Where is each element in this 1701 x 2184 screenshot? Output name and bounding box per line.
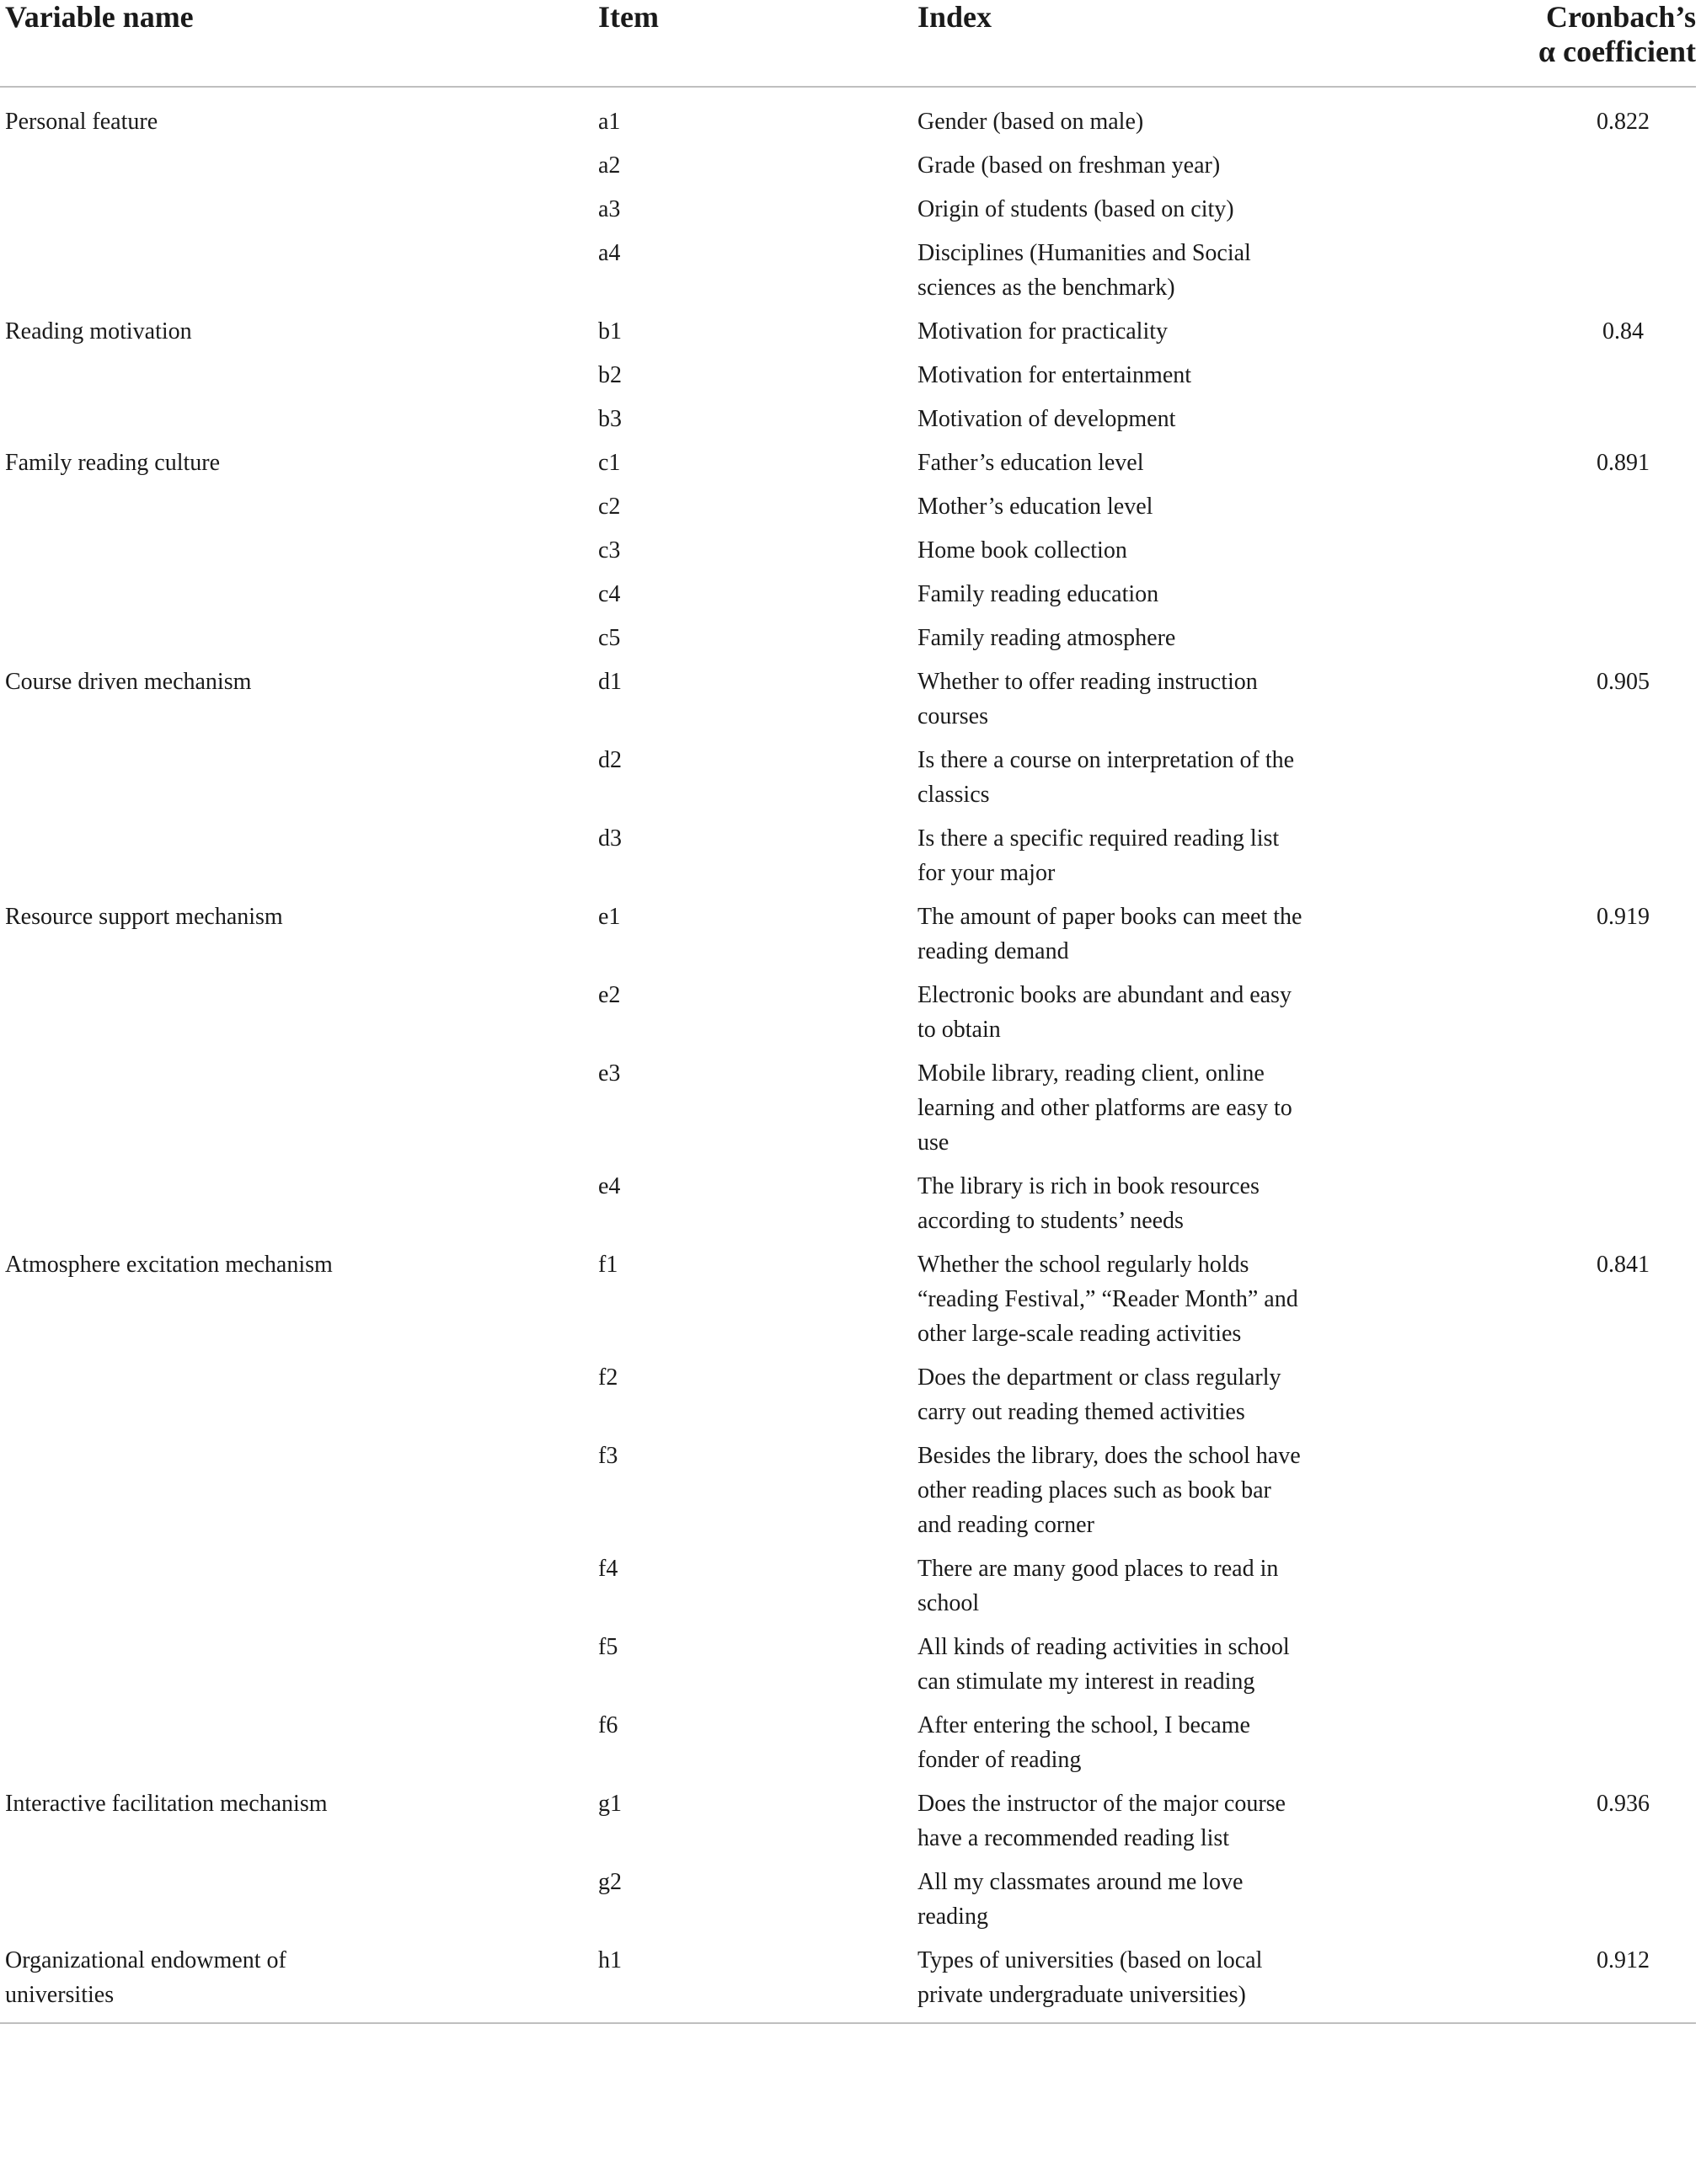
index-cell: Is there a course on interpretation of the classics [917,747,1295,808]
alpha-cell [1516,1056,1696,1169]
item-cell: e1 [598,904,621,930]
table-row [0,1169,1696,1247]
variable-cell: Course driven mechanism [5,669,252,695]
variable-cell: Organizational endowment of universities [0,1943,590,2023]
variable-cell [0,236,590,314]
item-cell: c3 [598,537,621,563]
index-cell: Home book collection [917,537,1127,563]
table-row [0,577,1696,621]
item-cell: a4 [598,240,621,266]
variable-cell [0,1708,590,1786]
item-cell: d1 [598,669,622,695]
index-cell: Motivation of development [917,406,1176,432]
item-cell: c1 [598,450,621,476]
alpha-cell [1516,1865,1696,1943]
alpha-cell [1516,489,1696,533]
table-row [0,743,1696,821]
alpha-cell: 0.841 [1597,1252,1650,1278]
index-cell: The library is rich in book resources according to students’ needs [917,1173,1260,1234]
variable-cell: Reading motivation [5,318,192,344]
index-cell: Origin of students (based on city) [917,196,1234,222]
table-row [0,1056,1696,1169]
item-cell: f4 [598,1556,618,1582]
index-cell: Besides the library, does the school have other reading places such as book bar and reading corner [917,1443,1301,1538]
table-row [0,821,1696,900]
table-row [0,1551,1696,1630]
alpha-cell [1516,577,1696,621]
alpha-cell: 0.891 [1597,450,1650,476]
item-cell: e4 [598,1173,621,1199]
variable-cell [0,533,590,577]
item-cell: f3 [598,1443,618,1469]
index-cell: All kinds of reading activities in school can stimulate my interest in reading [917,1634,1290,1695]
variable-cell [0,489,590,533]
variable-cell [0,148,590,192]
index-cell: Family reading atmosphere [917,625,1176,651]
alpha-cell [1516,402,1696,446]
alpha-cell [1516,533,1696,577]
table-row [0,1360,1696,1439]
table-row [0,358,1696,402]
table-row [0,1630,1696,1708]
table-body [0,87,1696,2023]
variable-cell [0,577,590,621]
item-cell: a3 [598,196,621,222]
table-row [0,1247,1696,1360]
variable-cell [0,358,590,402]
index-cell: Disciplines (Humanities and Social sciences as the benchmark) [917,240,1251,301]
item-cell: a1 [598,109,621,135]
alpha-cell [1516,192,1696,236]
item-cell: f5 [598,1634,618,1660]
index-cell: The amount of paper books can meet the reading demand [917,904,1302,964]
index-cell: Does the department or class regularly carry out reading themed activities [917,1364,1281,1425]
item-cell: d2 [598,747,622,773]
table-row [0,665,1696,743]
item-cell: b3 [598,406,622,432]
item-cell: a2 [598,152,621,179]
variable-cell [0,1360,590,1439]
header-alpha-line1: Cronbach’s [1545,0,1696,34]
table-row [0,900,1696,978]
item-cell: g1 [598,1791,622,1817]
index-cell: Is there a specific required reading list for your major [917,825,1280,886]
variable-cell [0,1630,590,1708]
variable-cell [0,1551,590,1630]
alpha-cell: 0.912 [1516,1943,1696,2023]
item-cell: e2 [598,982,621,1008]
alpha-cell: 0.905 [1597,669,1650,695]
index-cell: Motivation for practicality [917,318,1169,344]
table-row [0,402,1696,446]
alpha-cell [1516,1169,1696,1247]
item-cell: b2 [598,362,622,388]
index-cell: Gender (based on male) [917,109,1144,135]
alpha-cell [1516,1708,1696,1786]
variable-cell: Interactive facilitation mechanism [5,1791,328,1817]
alpha-cell [1516,1360,1696,1439]
index-cell: Types of universities (based on local private undergraduate universities) [910,1943,1516,2023]
table-row [0,446,1696,489]
alpha-cell: 0.84 [1602,318,1644,344]
item-cell: f6 [598,1712,618,1738]
table-row [0,1786,1696,1865]
table-row [0,489,1696,533]
index-cell: There are many good places to read in school [917,1556,1279,1616]
table-row [0,148,1696,192]
alpha-cell [1516,1551,1696,1630]
alpha-cell: 0.919 [1597,904,1650,930]
index-cell: Electronic books are abundant and easy to obtain [917,982,1292,1043]
alpha-cell [1516,148,1696,192]
variable-cell [0,192,590,236]
variable-cell: Personal feature [5,109,158,135]
alpha-cell [1516,236,1696,314]
variable-cell [0,821,590,900]
item-cell: d3 [598,825,622,852]
header-cronbach-alpha [1516,0,1696,87]
alpha-cell: 0.822 [1597,109,1650,135]
item-cell: e3 [598,1060,621,1087]
index-cell: Mobile library, reading client, online learning and other platforms are easy to use [917,1060,1292,1156]
table-row [0,621,1696,665]
table-row [0,1865,1696,1943]
index-cell: Family reading education [917,581,1159,607]
table-row [0,978,1696,1056]
variable-cell: Atmosphere excitation mechanism [5,1252,333,1278]
header-alpha-line2: α coefficient [1538,35,1696,68]
header-item [590,0,910,87]
header-variable-name: Variable name [0,0,590,87]
header-item-label: Item [598,0,659,34]
index-cell: Whether the school regularly holds “reading Festival,” “Reader Month” and other large-scale reading activities [917,1252,1298,1347]
index-cell: After entering the school, I became fonder of reading [917,1712,1250,1773]
table-row [0,236,1696,314]
table-row [0,192,1696,236]
alpha-cell: 0.936 [1597,1791,1650,1817]
variable-cell [0,402,590,446]
variable-cell [0,978,590,1056]
index-cell: Motivation for entertainment [917,362,1192,388]
variable-cell [0,621,590,665]
item-cell: g2 [598,1869,622,1895]
variable-cell [0,1865,590,1943]
item-cell: b1 [598,318,622,344]
alpha-cell [1516,1439,1696,1551]
alpha-cell [1516,978,1696,1056]
alpha-cell [1516,821,1696,900]
variable-cell: Family reading culture [5,450,221,476]
variable-cell: Resource support mechanism [5,904,283,930]
item-cell: c4 [598,581,621,607]
index-cell: Father’s education level [917,450,1144,476]
index-cell: Does the instructor of the major course have a recommended reading list [917,1791,1286,1851]
table-row [0,1439,1696,1551]
table-header-row [0,0,1696,87]
alpha-cell [1516,358,1696,402]
table-row [0,314,1696,358]
table-row [0,1943,1696,2023]
header-index: Index [910,0,1516,87]
alpha-cell [1516,621,1696,665]
index-cell: All my classmates around me love reading [917,1869,1244,1930]
item-cell: f1 [598,1252,618,1278]
table-row [0,1708,1696,1786]
index-cell: Mother’s education level [917,494,1153,520]
item-cell: c2 [598,494,621,520]
index-cell: Grade (based on freshman year) [917,152,1221,179]
index-cell: Whether to offer reading instruction courses [917,669,1258,729]
item-cell: c5 [598,625,621,651]
alpha-cell [1516,1630,1696,1708]
item-cell: f2 [598,1364,618,1391]
alpha-cell [1516,743,1696,821]
table-row [0,87,1696,148]
variable-cell [0,743,590,821]
item-cell: h1 [590,1943,910,2023]
table-row [0,533,1696,577]
variable-cell [0,1169,590,1247]
variable-cell [0,1056,590,1169]
variable-cell [0,1439,590,1551]
